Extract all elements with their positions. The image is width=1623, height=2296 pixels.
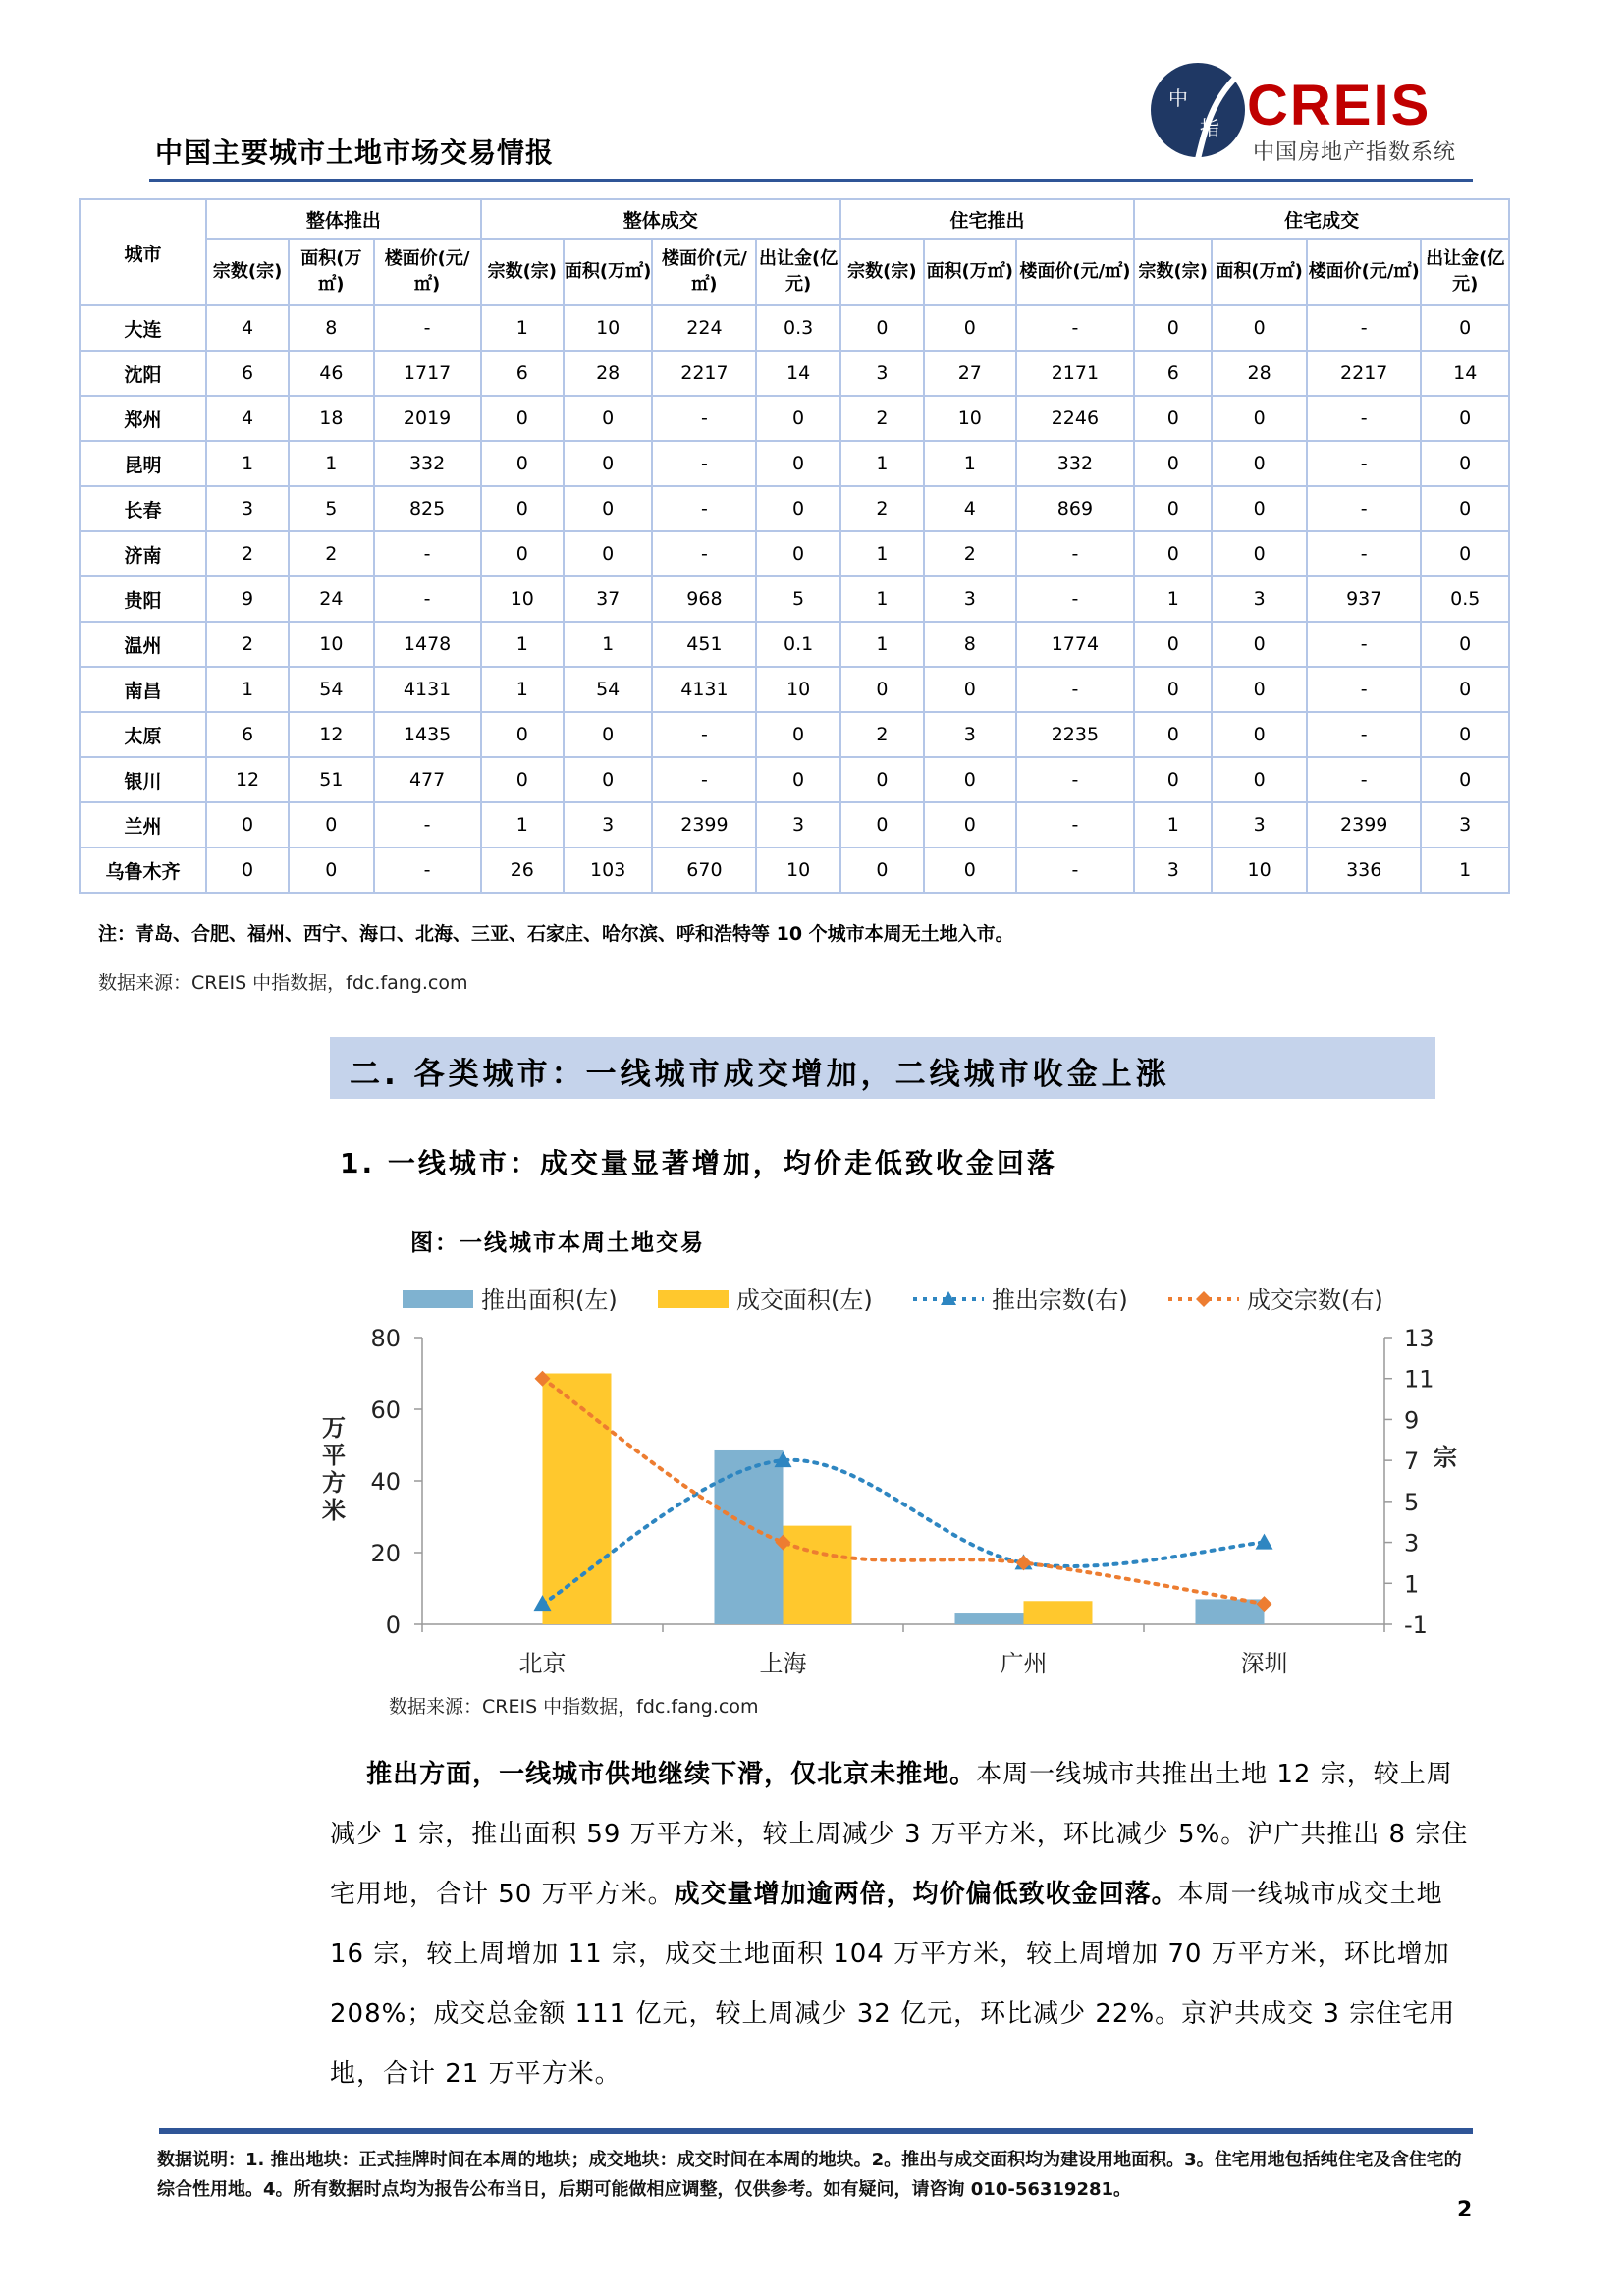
legend-swatch [403,1290,473,1308]
table-cell: 0 [1421,531,1509,576]
column-header: 宗数(宗) [1134,239,1212,305]
table-cell: 4 [206,305,289,351]
table-cell: - [1016,305,1135,351]
table-cell: - [1307,667,1421,712]
table-cell: 0 [1212,305,1307,351]
y2-axis-title: 宗 [1434,1444,1457,1471]
table-cell: - [1016,531,1135,576]
legend-label: 成交面积(左) [736,1286,873,1314]
series-line [543,1379,1265,1604]
legend-label: 成交宗数(右) [1247,1286,1383,1314]
city-cell: 沈阳 [80,351,206,396]
table-cell: 224 [652,305,756,351]
tier1-land-chart [304,1267,1463,1699]
table-cell: 1 [1134,576,1212,622]
table-cell: - [374,576,481,622]
table-cell: 14 [1421,351,1509,396]
table-cell: 6 [1134,351,1212,396]
city-cell: 济南 [80,531,206,576]
table-cell: 0 [924,757,1016,802]
table-cell: 0 [924,305,1016,351]
city-cell: 长春 [80,486,206,531]
y2-tick-label: 1 [1404,1570,1420,1599]
table-cell: 0 [1212,396,1307,441]
header-divider [149,179,1473,182]
table-cell: 14 [756,351,839,396]
table-cell: 5 [756,576,839,622]
table-cell: 2 [924,531,1016,576]
table-cell: 0 [924,847,1016,893]
table-row [80,847,1509,893]
table-row [80,622,1509,667]
table-cell: 332 [1016,441,1135,486]
table-cell: 51 [289,757,373,802]
table-cell: 0 [756,441,839,486]
table-cell: 4 [924,486,1016,531]
y2-tick-label: 3 [1404,1529,1420,1558]
table-cell: - [374,305,481,351]
y2-tick-label: 7 [1404,1448,1420,1476]
column-header: 出让金(亿元) [1421,239,1509,305]
table-cell: 2217 [652,351,756,396]
column-header: 宗数(宗) [481,239,564,305]
table-cell: 0 [289,847,373,893]
logo-subtitle: 中国房地产指数系统 [1253,140,1457,165]
table-cell: 336 [1307,847,1421,893]
group-header: 整体成交 [481,199,840,239]
table-cell: 0.3 [756,305,839,351]
table-cell: 0 [206,802,289,847]
table-row [80,712,1509,757]
table-cell: 0 [564,396,652,441]
y2-tick-label: 13 [1404,1325,1434,1352]
table-cell: 10 [756,847,839,893]
table-cell: 0 [1421,305,1509,351]
y-axis-title-char: 米 [322,1497,346,1524]
table-cell: 0 [1134,305,1212,351]
table-cell: - [652,441,756,486]
table-cell: 937 [1307,576,1421,622]
table-cell: 3 [1421,802,1509,847]
table-cell: 0 [1212,712,1307,757]
table-cell: 8 [924,622,1016,667]
table-cell: 0 [206,847,289,893]
group-header: 住宅成交 [1134,199,1509,239]
table-cell: 0 [840,847,924,893]
city-cell: 郑州 [80,396,206,441]
city-cell: 大连 [80,305,206,351]
table-cell: 2171 [1016,351,1135,396]
paragraph-text-2: 本周一线城市成交土地 16 宗，较上周增加 11 宗，成交土地面积 104 万平方米，较上周增加 70 万平方米，环比增加 208%；成交总金额 111 亿元，较上周减少 32 亿元，环比减少 22%。京沪共成交 3 宗住宅用地，合计 21 万平方米。 [330,1880,1456,2089]
table-row [80,757,1509,802]
table-cell: 3 [840,351,924,396]
city-cell: 乌鲁木齐 [80,847,206,893]
table-cell: 0 [481,531,564,576]
column-header: 楼面价(元/㎡) [652,239,756,305]
table-cell: 2217 [1307,351,1421,396]
table-cell: 0 [481,396,564,441]
table-cell: 0 [564,531,652,576]
table-cell: 0 [1421,622,1509,667]
table-cell: 54 [564,667,652,712]
document-title: 中国主要城市土地市场交易情报 [155,137,555,169]
table-row [80,351,1509,396]
table-cell: 0 [756,486,839,531]
table-cell: 10 [756,667,839,712]
city-cell: 温州 [80,622,206,667]
section-title: 二. 各类城市：一线城市成交增加，二线城市收金上涨 [350,1057,1170,1092]
table-cell: - [1307,486,1421,531]
x-tick-label: 北京 [518,1650,567,1677]
bar [784,1526,852,1624]
table-cell: 0 [1134,622,1212,667]
table-cell: 12 [289,712,373,757]
table-cell: 2 [840,396,924,441]
y-tick-label: 80 [370,1325,401,1352]
table-cell: 1 [840,622,924,667]
table-cell: 0 [564,486,652,531]
table-cell: - [374,802,481,847]
table-cell: 1 [481,802,564,847]
table-cell: 0 [1134,396,1212,441]
table-cell: 3 [206,486,289,531]
table-cell: 968 [652,576,756,622]
table-cell: 0 [564,712,652,757]
table-cell: 18 [289,396,373,441]
table-cell: 1 [206,667,289,712]
line-point [1256,1534,1273,1550]
table-note: 注：青岛、合肥、福州、西宁、海口、北海、三亚、石家庄、哈尔滨、呼和浩特等 10 个城市本周无土地入市。 [98,923,1014,945]
y-tick-label: 40 [370,1468,401,1496]
table-cell: 0 [1421,757,1509,802]
table-cell: - [374,531,481,576]
table-row [80,441,1509,486]
column-header: 出让金(亿元) [756,239,839,305]
table-cell: 0 [1421,712,1509,757]
table-cell: 6 [481,351,564,396]
table-cell: 0 [1421,441,1509,486]
table-row [80,486,1509,531]
column-header: 宗数(宗) [206,239,289,305]
header-city: 城市 [80,199,206,305]
table-cell: 0 [481,757,564,802]
table-cell: 1 [840,576,924,622]
table-cell: 10 [924,396,1016,441]
table-cell: 670 [652,847,756,893]
table-cell: 0 [481,441,564,486]
y-axis-title-char: 方 [322,1469,346,1497]
table-cell: 24 [289,576,373,622]
table-cell: - [1016,576,1135,622]
table-cell: 8 [289,305,373,351]
table-cell: 332 [374,441,481,486]
land-market-table [79,198,1510,894]
column-header: 楼面价(元/㎡) [1307,239,1421,305]
body-paragraph [330,1745,1475,2105]
table-cell: 0 [1421,667,1509,712]
table-cell: 0 [1212,667,1307,712]
table-cell: - [1307,712,1421,757]
table-row [80,531,1509,576]
table-cell: 1 [1421,847,1509,893]
table-cell: 0 [481,712,564,757]
table-cell: 46 [289,351,373,396]
table-cell: 0 [1134,486,1212,531]
table-cell: 4131 [652,667,756,712]
table-cell: 0 [481,486,564,531]
column-header: 宗数(宗) [840,239,924,305]
table-cell: 0.1 [756,622,839,667]
table-row [80,396,1509,441]
table-cell: 2 [289,531,373,576]
table-cell: - [374,847,481,893]
table-cell: 103 [564,847,652,893]
table-cell: 27 [924,351,1016,396]
table-cell: 0 [1134,667,1212,712]
table-row [80,305,1509,351]
table-cell: 0 [840,757,924,802]
y2-tick-label: 9 [1404,1406,1420,1435]
x-tick-label: 上海 [759,1650,807,1677]
table-cell: 1774 [1016,622,1135,667]
city-cell: 贵阳 [80,576,206,622]
table-cell: 2399 [1307,802,1421,847]
table-cell: 0 [924,667,1016,712]
table-cell: 0 [1212,622,1307,667]
table-cell: 3 [1134,847,1212,893]
table-cell: 1 [840,441,924,486]
table-cell: 1 [481,305,564,351]
y-tick-label: 20 [370,1540,401,1567]
table-cell: 26 [481,847,564,893]
table-cell: - [1307,305,1421,351]
y2-tick-label: 11 [1404,1365,1434,1394]
table-cell: 477 [374,757,481,802]
table-row [80,667,1509,712]
table-cell: 28 [1212,351,1307,396]
table-cell: 1 [481,667,564,712]
table-cell: 0 [1212,531,1307,576]
table-cell: 0 [1134,712,1212,757]
table-cell: 4131 [374,667,481,712]
table-cell: 0 [756,712,839,757]
legend-swatch [658,1290,729,1308]
table-cell: - [1307,396,1421,441]
table-cell: - [1307,441,1421,486]
bar [955,1613,1024,1624]
table-cell: 12 [206,757,289,802]
city-cell: 昆明 [80,441,206,486]
table-cell: 0 [840,802,924,847]
column-header: 面积(万㎡) [924,239,1016,305]
table-cell: 2019 [374,396,481,441]
subsection-title: 1. 一线城市：成交量显著增加，均价走低致收金回落 [340,1147,1057,1179]
table-cell: 2235 [1016,712,1135,757]
chart-data-source: 数据来源：CREIS 中指数据，fdc.fang.com [389,1696,759,1718]
table-cell: 451 [652,622,756,667]
y-axis-title-char: 平 [322,1442,346,1469]
table-cell: - [652,757,756,802]
y-tick-label: 60 [370,1396,401,1424]
city-cell: 银川 [80,757,206,802]
table-cell: 1 [1134,802,1212,847]
table-cell: 0 [1134,531,1212,576]
table-row [80,576,1509,622]
table-cell: 0 [924,802,1016,847]
table-cell: 54 [289,667,373,712]
table-cell: 1717 [374,351,481,396]
table-cell: 2 [840,712,924,757]
logo-brand: CREIS [1247,74,1432,137]
table-cell: 1 [481,622,564,667]
table-cell: - [1016,667,1135,712]
table-cell: 10 [564,305,652,351]
city-cell: 南昌 [80,667,206,712]
column-header: 楼面价(元/㎡) [1016,239,1135,305]
table-cell: 0 [1421,486,1509,531]
table-cell: 0 [289,802,373,847]
table-cell: - [1307,622,1421,667]
table-cell: 28 [564,351,652,396]
column-header: 面积(万㎡) [1212,239,1307,305]
table-cell: 2 [206,531,289,576]
table-cell: 2246 [1016,396,1135,441]
table-cell: 1478 [374,622,481,667]
table-cell: 0 [1134,441,1212,486]
table-cell: - [652,531,756,576]
bar [543,1374,612,1625]
footer-notes: 数据说明：1. 推出地块：正式挂牌时间在本周的地块；成交地块：成交时间在本周的地块。2。推出与成交面积均为建设用地面积。3。住宅用地包括纯住宅及含住宅的综合性用地。4。所有数据时点均为报告公布当日，后期可能做相应调整，仅供参考。如有疑问，请咨询 010-56319281。 [157,2150,1462,2200]
table-cell: 825 [374,486,481,531]
group-header: 整体推出 [206,199,481,239]
logo-char-1: 中 [1168,86,1188,110]
logo-char-2: 指 [1200,116,1219,139]
table-cell: 3 [1212,802,1307,847]
table-cell: 0.5 [1421,576,1509,622]
table-cell: 3 [1212,576,1307,622]
table-cell: 1 [840,531,924,576]
table-cell: 3 [924,712,1016,757]
table-cell: - [652,712,756,757]
table-cell: 1435 [374,712,481,757]
table-cell: 0 [1212,757,1307,802]
figure-title: 图：一线城市本周土地交易 [410,1230,705,1256]
table-cell: 2399 [652,802,756,847]
column-header: 面积(万㎡) [564,239,652,305]
table-cell: 0 [756,531,839,576]
group-header: 住宅推出 [840,199,1134,239]
creis-logo [1151,63,1475,171]
table-cell: 1 [564,622,652,667]
table-cell: 0 [756,757,839,802]
table-cell: 3 [756,802,839,847]
table-cell: 3 [924,576,1016,622]
bar [715,1450,784,1624]
table-cell: - [1307,531,1421,576]
y-axis-title-char: 万 [322,1414,346,1442]
table-cell: 37 [564,576,652,622]
table-cell: 2 [840,486,924,531]
table-cell: - [1016,802,1135,847]
table-cell: 869 [1016,486,1135,531]
x-tick-label: 广州 [1000,1650,1048,1677]
table-cell: 5 [289,486,373,531]
paragraph-lead-1: 推出方面，一线城市供地继续下滑，仅北京未推地。 [366,1760,977,1789]
table-cell: 9 [206,576,289,622]
city-cell: 太原 [80,712,206,757]
table-cell: 6 [206,351,289,396]
table-cell: 10 [481,576,564,622]
table-cell: 4 [206,396,289,441]
table-cell: 2 [206,622,289,667]
x-tick-label: 深圳 [1240,1650,1288,1677]
city-cell: 兰州 [80,802,206,847]
footer-divider [159,2128,1473,2134]
legend-label: 推出面积(左) [481,1286,618,1314]
table-cell: 10 [1212,847,1307,893]
table-cell: 0 [840,667,924,712]
table-cell: 0 [1134,757,1212,802]
table-cell: 0 [1421,396,1509,441]
table-cell: 6 [206,712,289,757]
table-row [80,802,1509,847]
column-header: 面积(万㎡) [289,239,373,305]
bar [1024,1601,1093,1624]
table-cell: 1 [289,441,373,486]
y2-tick-label: 5 [1404,1488,1420,1516]
table-cell: 3 [564,802,652,847]
table-cell: 0 [564,757,652,802]
table-cell: 0 [1212,486,1307,531]
table-cell: - [1016,847,1135,893]
table-cell: - [652,486,756,531]
table-cell: 0 [840,305,924,351]
table-cell: 1 [206,441,289,486]
paragraph-lead-2: 成交量增加逾两倍，均价偏低致收金回落。 [674,1880,1178,1909]
table-cell: - [652,396,756,441]
y-tick-label: 0 [385,1612,401,1639]
data-source: 数据来源：CREIS 中指数据，fdc.fang.com [98,972,468,994]
table-cell: 0 [564,441,652,486]
legend-label: 推出宗数(右) [992,1286,1128,1314]
page-number: 2 [1457,2198,1473,2222]
table-cell: 10 [289,622,373,667]
table-cell: - [1016,757,1135,802]
table-cell: - [1307,757,1421,802]
y2-tick-label: -1 [1404,1612,1428,1639]
table-cell: 0 [1212,441,1307,486]
legend-marker [1196,1291,1212,1307]
table-cell: 0 [756,396,839,441]
table-cell: 1 [924,441,1016,486]
paragraph-text-1: 本周一线城市共推出土地 12 宗，较上周减少 1 宗，推出面积 59 万平方米，较上周减少 3 万平方米，环比减少 5%。沪广共推出 8 宗住宅用地，合计 50 万平方米。 [330,1760,1469,1909]
column-header: 楼面价(元/㎡) [374,239,481,305]
